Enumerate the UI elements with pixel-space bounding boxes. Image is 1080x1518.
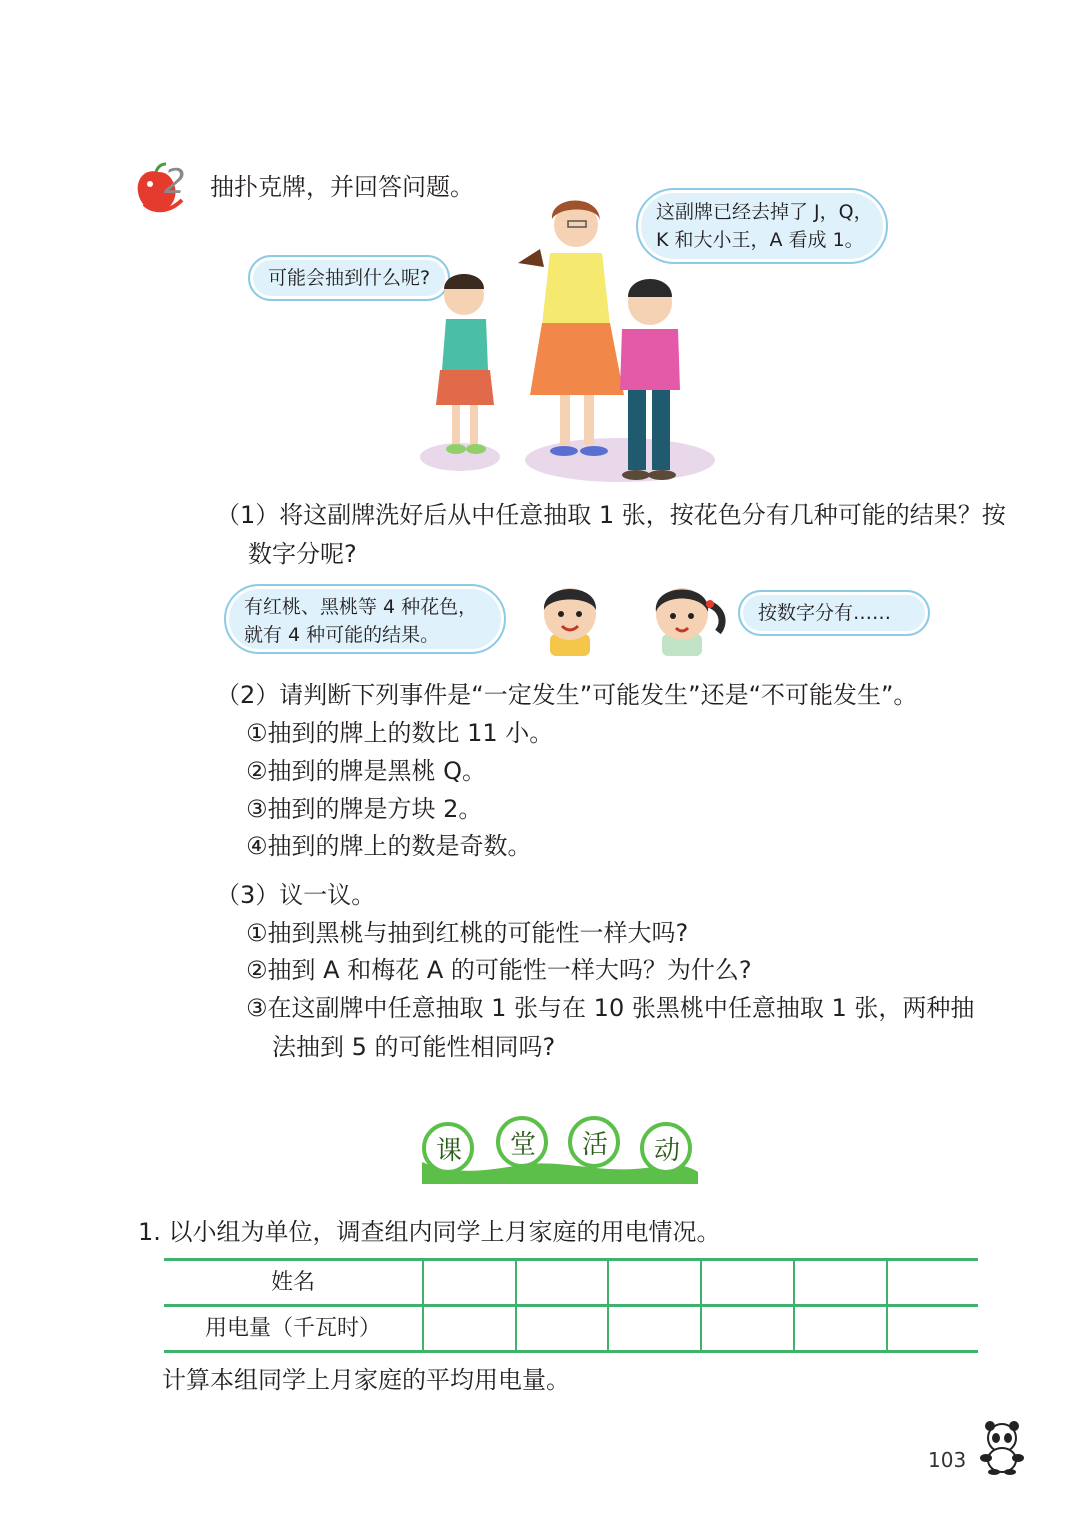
- question-2-item-3: ③抽到的牌是方块 2。: [246, 795, 483, 823]
- question-3: （3）议一议。: [216, 881, 376, 909]
- boy-head-illustration: [534, 574, 606, 658]
- table-row-name-header: 姓名: [270, 1270, 315, 1295]
- table-col-divider: [515, 1258, 517, 1352]
- panda-icon: [976, 1418, 1028, 1476]
- question-2-item-2: ②抽到的牌是黑桃 Q。: [246, 757, 487, 785]
- table-col-divider: [700, 1258, 702, 1352]
- girl-head-illustration: [646, 574, 718, 658]
- question-1-line1: （1）将这副牌洗好后从中任意抽取 1 张，按花色分有几种可能的结果？按: [216, 501, 1006, 529]
- banner-char-2: 堂: [510, 1130, 537, 1160]
- page-number: 103: [928, 1448, 967, 1472]
- boy-answer-line2: 就有 4 种可能的结果。: [244, 624, 440, 646]
- problem-title: 抽扑克牌，并回答问题。: [210, 173, 474, 201]
- boy-answer-bubble: [224, 584, 506, 654]
- table-col-divider: [607, 1258, 609, 1352]
- table-border-middle: [164, 1304, 978, 1307]
- teacher-text-line2: K 和大小王，A 看成 1。: [656, 229, 864, 251]
- question-3-item-1: ①抽到黑桃与抽到红桃的可能性一样大吗?: [246, 919, 689, 947]
- banner-char-3: 活: [582, 1130, 609, 1160]
- table-col-divider: [886, 1258, 888, 1352]
- question-3-item-3: ③在这副牌中任意抽取 1 张与在 10 张黑桃中任意抽取 1 张，两种抽: [246, 994, 975, 1022]
- question-2: （2）请判断下列事件是“一定发生”可能发生”还是“不可能发生”。: [216, 681, 918, 709]
- activity-note: 计算本组同学上月家庭的平均用电量。: [162, 1366, 570, 1394]
- question-3-item-2: ②抽到 A 和梅花 A 的可能性一样大吗？为什么?: [246, 956, 752, 984]
- question-3-item-4: 法抽到 5 的可能性相同吗?: [272, 1033, 556, 1061]
- problem-number: 2: [164, 162, 186, 202]
- girl-question-text: 可能会抽到什么呢?: [268, 267, 431, 289]
- problem-number-marker: [134, 160, 206, 216]
- table-col-divider: [793, 1258, 795, 1352]
- girl-answer-text: 按数字分有……: [758, 602, 892, 624]
- table-col-divider: [422, 1258, 424, 1352]
- question-2-item-4: ④抽到的牌上的数是奇数。: [246, 832, 532, 860]
- boy-answer-line1: 有红桃、黑桃等 4 种花色，: [244, 596, 478, 618]
- table-border-top: [164, 1258, 978, 1261]
- banner-char-4: 动: [654, 1136, 681, 1166]
- question-2-item-1: ①抽到的牌上的数比 11 小。: [246, 719, 554, 747]
- table-row-usage-header: 用电量（千瓦时）: [204, 1316, 381, 1341]
- classroom-activity-banner: [418, 1108, 700, 1186]
- electricity-usage-table: [164, 1258, 978, 1354]
- girl-answer-bubble: [738, 590, 930, 636]
- teacher-text-line1: 这副牌已经去掉了 J，Q，: [656, 201, 873, 223]
- question-1-line2: 数字分呢?: [248, 540, 357, 568]
- teacher-and-kids-illustration: [400, 185, 720, 490]
- activity-item-1: 1. 以小组为单位，调查组内同学上月家庭的用电情况。: [138, 1218, 721, 1246]
- banner-char-1: 课: [436, 1136, 463, 1166]
- table-border-bottom: [164, 1350, 978, 1353]
